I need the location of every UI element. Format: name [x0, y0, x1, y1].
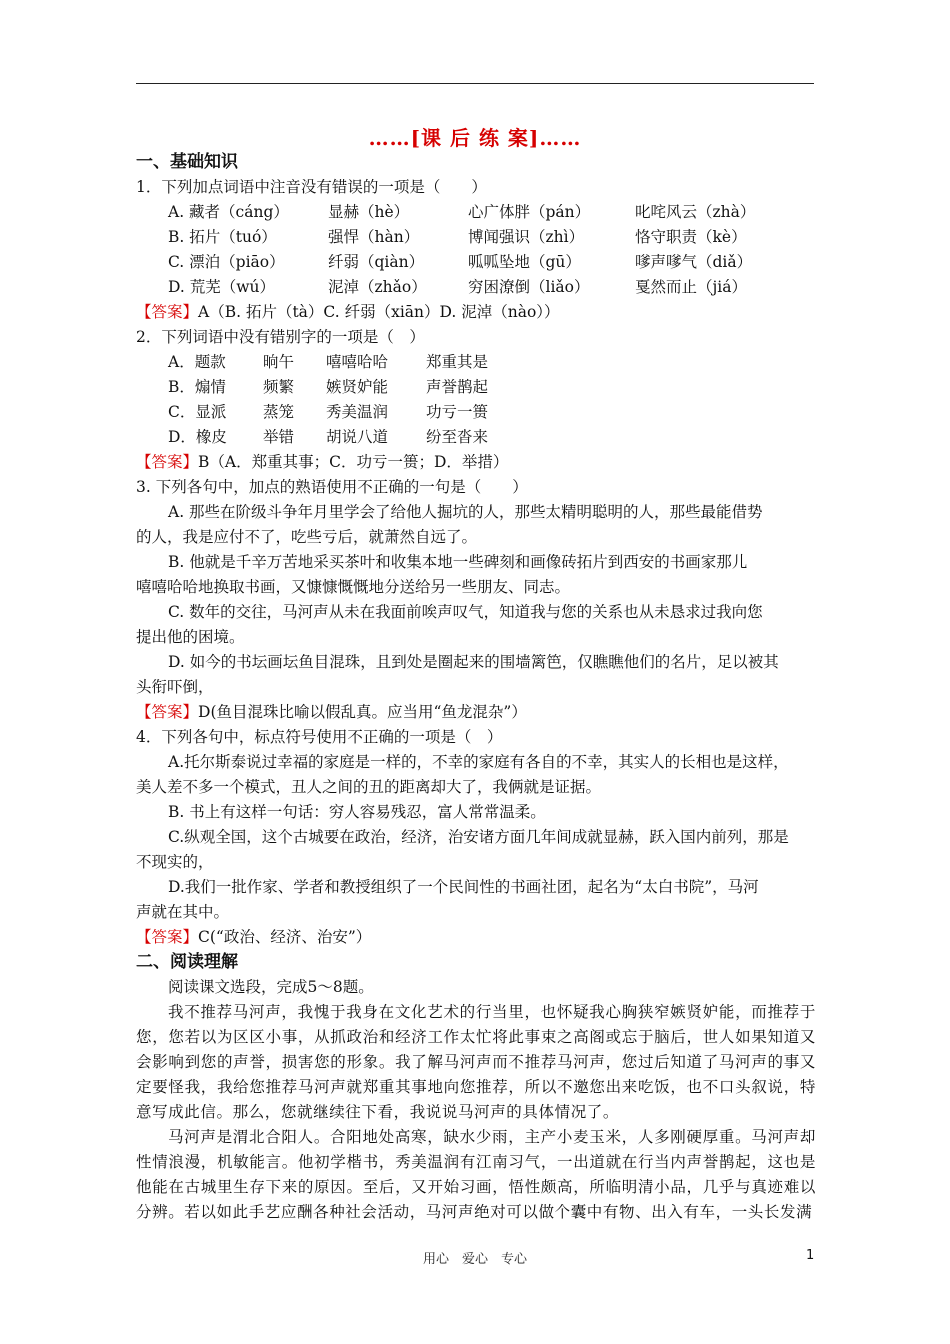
answer-line [136, 450, 816, 475]
answer-text: D(鱼目混珠比喻以假乱真。应当用“鱼龙混杂”） [198, 703, 527, 721]
option-line: 提出他的困境。 [136, 628, 245, 646]
reading-paragraph: 马河声是渭北合阳人。合阳地处高寒，缺水少雨，主产小麦玉米，人多刚硬厚重。马河声却性情浪漫，机敏能言。他初学楷书，秀美温润有江南习气，一出道就在行当内声誉鹊起，这也是他能在古城里生存下来的原因。至后，又开始习画，悟性颇高，所临明清小品，几乎与真迹难以分辨。若以如此手艺应酬各种社会活动，马河声绝对可以做个囊中有物、出入有车，一头长发满 [136, 1128, 816, 1221]
option-cell: B．煽情 [168, 378, 226, 396]
answer-text: A（B. 拓片（tà）C. 纤弱（xiān）D. 泥淖（nào）） [198, 303, 560, 321]
option-cell: B. 拓片（tuó） [168, 228, 277, 246]
option-cell: 心广体胖（pán） [468, 203, 591, 221]
option-row [136, 350, 816, 375]
option-row [136, 225, 816, 250]
option-line: A.托尔斯泰说过幸福的家庭是一样的，不幸的家庭有各自的不幸，其实人的长相也是这样， [168, 753, 789, 771]
option-cell: 郑重其是 [426, 353, 489, 371]
question-stem: 3. 下列各句中，加点的熟语使用不正确的一句是（ ） [136, 478, 528, 496]
option-line: 头衔吓倒， [136, 678, 214, 696]
option-cell: 纤弱（qiàn） [328, 253, 425, 271]
option-cell: 穷困潦倒（liǎo） [468, 278, 590, 296]
option-cell: C. 漂泊（piāo） [168, 253, 285, 271]
option-cell: 强悍（hàn） [328, 228, 420, 246]
option-cell: C．显派 [168, 403, 227, 421]
page-title: ……[课 后 练 案]…… [368, 126, 582, 150]
option-line: 美人差不多一个模式，丑人之间的丑的距离却大了，我俩就是证据。 [136, 778, 602, 796]
option-line: B. 书上有这样一句话：穷人容易残忍，富人常常温柔。 [168, 803, 546, 821]
option-line: 声就在其中。 [136, 903, 230, 921]
option-cell: 嘻嘻哈哈 [326, 353, 389, 371]
page-footer: 用心 爱心 专心 [422, 1252, 527, 1267]
option-line: A. 那些在阶级斗争年月里学会了给他人掘坑的人，那些太精明聪明的人，那些最能借势 [168, 503, 763, 521]
option-line: C. 数年的交往，马河声从未在我面前唉声叹气，知道我与您的关系也从未恳求过我向您 [168, 603, 763, 621]
answer-text: B（A．郑重其事；C．功亏一篑；D．举措） [198, 453, 509, 471]
option-cell: D. 荒芜（wú） [168, 278, 275, 296]
question-stem: 1．下列加点词语中注音没有错误的一项是（ ） [136, 178, 487, 196]
option-cell: 叱咤风云（zhà） [635, 203, 756, 221]
option-cell: 秀美温润 [326, 403, 389, 421]
answer-tag: 【答案】 [136, 303, 199, 321]
option-cell: A．题款 [168, 353, 226, 371]
option-cell: 博闻强识（zhì） [468, 228, 585, 246]
option-line: D.我们一批作家、学者和教授组织了一个民间性的书画社团，起名为“太白书院”，马河 [168, 878, 759, 896]
page-number: 1 [806, 1248, 815, 1263]
option-cell: 呱呱坠地（gū） [468, 253, 581, 271]
option-cell: 频繁 [263, 378, 295, 396]
option-line: D. 如今的书坛画坛鱼目混珠，且到处是圈起来的围墙篱笆，仅瞧瞧他们的名片，足以被其 [168, 653, 779, 671]
option-cell: 显赫（hè） [328, 203, 410, 221]
option-cell: 晌午 [263, 353, 295, 371]
answer-line [136, 300, 816, 325]
option-row [136, 425, 816, 450]
reading-intro: 阅读课文选段，完成5～8题。 [168, 978, 374, 996]
option-line: 嘻嘻哈哈地换取书画，又慷慷慨慨地分送给另一些朋友、同志。 [136, 578, 571, 596]
question-stem: 4．下列各句中，标点符号使用不正确的一项是（ ） [136, 728, 503, 746]
answer-tag: 【答案】 [136, 703, 199, 721]
option-cell: 恪守职责（kè） [635, 228, 747, 246]
section-heading: 二、阅读理解 [136, 952, 238, 972]
option-cell: 泥淖（zhǎo） [328, 278, 427, 296]
option-cell: 纷至沓来 [426, 428, 489, 446]
answer-line [136, 700, 816, 725]
option-cell: 声誉鹊起 [426, 378, 489, 396]
option-row [136, 400, 816, 425]
question-stem: 2．下列词语中没有错别字的一项是（ ） [136, 328, 425, 346]
option-cell: 举错 [263, 428, 295, 446]
option-line: C.纵观全国，这个古城要在政治，经济，治安诸方面几年间成就显赫，跃入国内前列，那是 [168, 828, 789, 846]
option-line: 不现实的， [136, 853, 214, 871]
option-row [136, 375, 816, 400]
section-heading: 一、基础知识 [136, 152, 238, 172]
answer-text: C(“政治、经济、治安”） [198, 928, 372, 946]
answer-tag: 【答案】 [136, 928, 199, 946]
option-cell: 戛然而止（jiá） [635, 278, 748, 296]
page-content [136, 150, 816, 1225]
option-line: 的人，我是应付不了，吃些亏后，就萧然自远了。 [136, 528, 478, 546]
option-row [136, 250, 816, 275]
option-cell: 嫉贤妒能 [326, 378, 389, 396]
option-line: B. 他就是千辛万苦地采买茶叶和收集本地一些碑刻和画像砖拓片到西安的书画家那儿 [168, 553, 748, 571]
option-cell: D．橡皮 [168, 428, 227, 446]
option-cell: 功亏一篑 [426, 403, 489, 421]
option-row [136, 200, 816, 225]
option-row [136, 275, 816, 300]
reading-paragraph: 我不推荐马河声，我愧于我身在文化艺术的行当里，也怀疑我心胸狭窄嫉贤妒能，而推荐于您，您若以为区区小事，从抓政治和经济工作太忙将此事束之高阁或忘于脑后，世人如果知道又会影响到您的声誉，损害您的形象。我了解马河声而不推荐马河声，您过后知道了马河声的事又定要怪我，我给您推荐马河声就郑重其事地向您推荐，所以不邀您出来吃饭，也不口头叙说，特意写成此信。那么，您就继续往下看，我说说马河声的具体情况了。 [136, 1003, 816, 1121]
header-rule [136, 83, 814, 84]
answer-tag: 【答案】 [136, 453, 199, 471]
option-cell: 蒸笼 [263, 403, 295, 421]
option-cell: 嗲声嗲气（diǎ） [635, 253, 753, 271]
option-cell: A. 藏者（cáng） [168, 203, 289, 221]
option-cell: 胡说八道 [326, 428, 389, 446]
answer-line [136, 925, 816, 950]
